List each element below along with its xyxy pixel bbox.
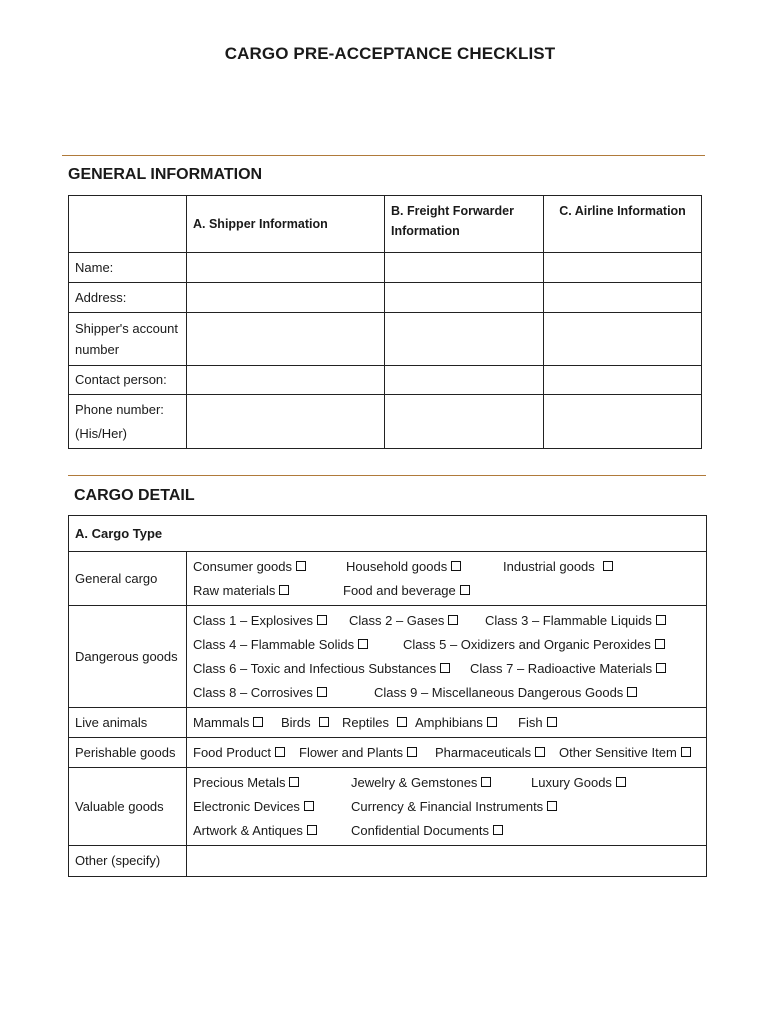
option-mammals[interactable]: Mammals: [193, 711, 281, 735]
option-confidential-documents[interactable]: Confidential Documents: [351, 819, 503, 843]
table-row: [69, 395, 702, 449]
checkbox-icon[interactable]: [487, 717, 497, 727]
checkbox-icon[interactable]: [656, 663, 666, 673]
row-label-perishable-goods: Perishable goods: [69, 738, 187, 768]
option-artwork-antiques[interactable]: Artwork & Antiques: [193, 819, 351, 843]
option-birds[interactable]: Birds: [281, 711, 342, 735]
shipper-address-cell[interactable]: [187, 283, 385, 313]
checkbox-icon[interactable]: [307, 825, 317, 835]
row-label-live-animals: Live animals: [69, 708, 187, 738]
checkbox-icon[interactable]: [275, 747, 285, 757]
checkbox-icon[interactable]: [358, 639, 368, 649]
general-information-heading: GENERAL INFORMATION: [68, 166, 263, 183]
option-class-7[interactable]: Class 7 – Radioactive Materials: [470, 657, 666, 681]
checkbox-icon[interactable]: [319, 717, 329, 727]
table-row: [69, 253, 702, 283]
table-row: [69, 366, 702, 395]
checkbox-icon[interactable]: [616, 777, 626, 787]
checkbox-icon[interactable]: [460, 585, 470, 595]
checkbox-icon[interactable]: [448, 615, 458, 625]
shipper-contact-cell[interactable]: [187, 366, 385, 395]
table-row: [69, 552, 707, 606]
table-row: [69, 738, 707, 768]
checkbox-icon[interactable]: [304, 801, 314, 811]
option-food-product[interactable]: Food Product: [193, 741, 299, 765]
option-class-5[interactable]: Class 5 – Oxidizers and Organic Peroxides: [403, 633, 665, 657]
option-class-8[interactable]: Class 8 – Corrosives: [193, 681, 374, 705]
option-consumer-goods[interactable]: Consumer goods: [193, 555, 346, 579]
section-divider: [62, 155, 705, 156]
forwarder-account-cell[interactable]: [385, 313, 544, 366]
option-food-and-beverage[interactable]: Food and beverage: [343, 579, 470, 603]
column-header-shipper: A. Shipper Information: [187, 196, 385, 253]
valuable-goods-options: [187, 768, 707, 846]
option-industrial-goods[interactable]: Industrial goods: [503, 555, 613, 579]
checkbox-icon[interactable]: [253, 717, 263, 727]
row-label-contact-person: Contact person:: [69, 366, 187, 395]
option-class-1[interactable]: Class 1 – Explosives: [193, 609, 349, 633]
checkbox-icon[interactable]: [547, 717, 557, 727]
forwarder-phone-cell[interactable]: [385, 395, 544, 449]
checkbox-icon[interactable]: [440, 663, 450, 673]
table-row: [69, 313, 702, 366]
row-label-account-number: Shipper's account number: [69, 313, 187, 366]
table-row: [69, 768, 707, 846]
forwarder-contact-cell[interactable]: [385, 366, 544, 395]
column-header-freight-forwarder: B. Freight Forwarder Information: [385, 196, 544, 253]
section-divider: [68, 475, 706, 476]
checkbox-icon[interactable]: [317, 687, 327, 697]
option-class-9[interactable]: Class 9 – Miscellaneous Dangerous Goods: [374, 681, 637, 705]
checkbox-icon[interactable]: [535, 747, 545, 757]
option-flower-and-plants[interactable]: Flower and Plants: [299, 741, 435, 765]
checkbox-icon[interactable]: [407, 747, 417, 757]
table-row: [69, 516, 707, 552]
option-class-3[interactable]: Class 3 – Flammable Liquids: [485, 609, 666, 633]
option-pharmaceuticals[interactable]: Pharmaceuticals: [435, 741, 559, 765]
checkbox-icon[interactable]: [656, 615, 666, 625]
option-amphibians[interactable]: Amphibians: [415, 711, 518, 735]
checkbox-icon[interactable]: [451, 561, 461, 571]
forwarder-name-cell[interactable]: [385, 253, 544, 283]
general-cargo-options: [187, 552, 707, 606]
row-label-phone-number: Phone number: (His/Her): [69, 395, 187, 449]
checkbox-icon[interactable]: [289, 777, 299, 787]
option-jewelry-gemstones[interactable]: Jewelry & Gemstones: [351, 771, 531, 795]
table-row: [69, 708, 707, 738]
airline-name-cell[interactable]: [544, 253, 702, 283]
option-luxury-goods[interactable]: Luxury Goods: [531, 771, 626, 795]
option-electronic-devices[interactable]: Electronic Devices: [193, 795, 351, 819]
checkbox-icon[interactable]: [603, 561, 613, 571]
forwarder-address-cell[interactable]: [385, 283, 544, 313]
airline-address-cell[interactable]: [544, 283, 702, 313]
row-label-other: Other (specify): [69, 846, 187, 877]
table-header-row: [69, 196, 702, 253]
option-household-goods[interactable]: Household goods: [346, 555, 503, 579]
checkbox-icon[interactable]: [317, 615, 327, 625]
checkbox-icon[interactable]: [279, 585, 289, 595]
option-class-6[interactable]: Class 6 – Toxic and Infectious Substances: [193, 657, 470, 681]
cargo-detail-heading: CARGO DETAIL: [74, 487, 195, 504]
perishable-goods-options: [187, 738, 707, 768]
checkbox-icon[interactable]: [493, 825, 503, 835]
other-specify-field[interactable]: [187, 846, 707, 877]
live-animals-options: [187, 708, 707, 738]
checkbox-icon[interactable]: [655, 639, 665, 649]
option-class-4[interactable]: Class 4 – Flammable Solids: [193, 633, 403, 657]
airline-account-cell[interactable]: [544, 313, 702, 366]
airline-contact-cell[interactable]: [544, 366, 702, 395]
shipper-account-cell[interactable]: [187, 313, 385, 366]
option-other-sensitive-item[interactable]: Other Sensitive Item: [559, 741, 691, 765]
table-row: [69, 283, 702, 313]
checkbox-icon[interactable]: [547, 801, 557, 811]
option-fish[interactable]: Fish: [518, 711, 557, 735]
row-label-name: Name:: [69, 253, 187, 283]
row-label-general-cargo: General cargo: [69, 552, 187, 606]
table-row: [69, 606, 707, 708]
row-label-address: Address:: [69, 283, 187, 313]
option-precious-metals[interactable]: Precious Metals: [193, 771, 351, 795]
row-label-valuable-goods: Valuable goods: [69, 768, 187, 846]
table-row: [69, 846, 707, 877]
row-label-dangerous-goods: Dangerous goods: [69, 606, 187, 708]
option-raw-materials[interactable]: Raw materials: [193, 579, 343, 603]
checkbox-icon[interactable]: [481, 777, 491, 787]
checkbox-icon[interactable]: [681, 747, 691, 757]
general-information-table: [68, 195, 702, 449]
column-header-empty: [69, 196, 187, 253]
column-header-airline: C. Airline Information: [544, 196, 702, 253]
cargo-type-header: A. Cargo Type: [69, 516, 707, 552]
shipper-name-cell[interactable]: [187, 253, 385, 283]
dangerous-goods-options: [187, 606, 707, 708]
option-currency-financial[interactable]: Currency & Financial Instruments: [351, 795, 557, 819]
checkbox-icon[interactable]: [296, 561, 306, 571]
page-title: CARGO PRE-ACCEPTANCE CHECKLIST: [224, 44, 556, 63]
checkbox-icon[interactable]: [397, 717, 407, 727]
option-reptiles[interactable]: Reptiles: [342, 711, 415, 735]
airline-phone-cell[interactable]: [544, 395, 702, 449]
option-class-2[interactable]: Class 2 – Gases: [349, 609, 485, 633]
checkbox-icon[interactable]: [627, 687, 637, 697]
shipper-phone-cell[interactable]: [187, 395, 385, 449]
cargo-detail-table: [68, 515, 707, 877]
